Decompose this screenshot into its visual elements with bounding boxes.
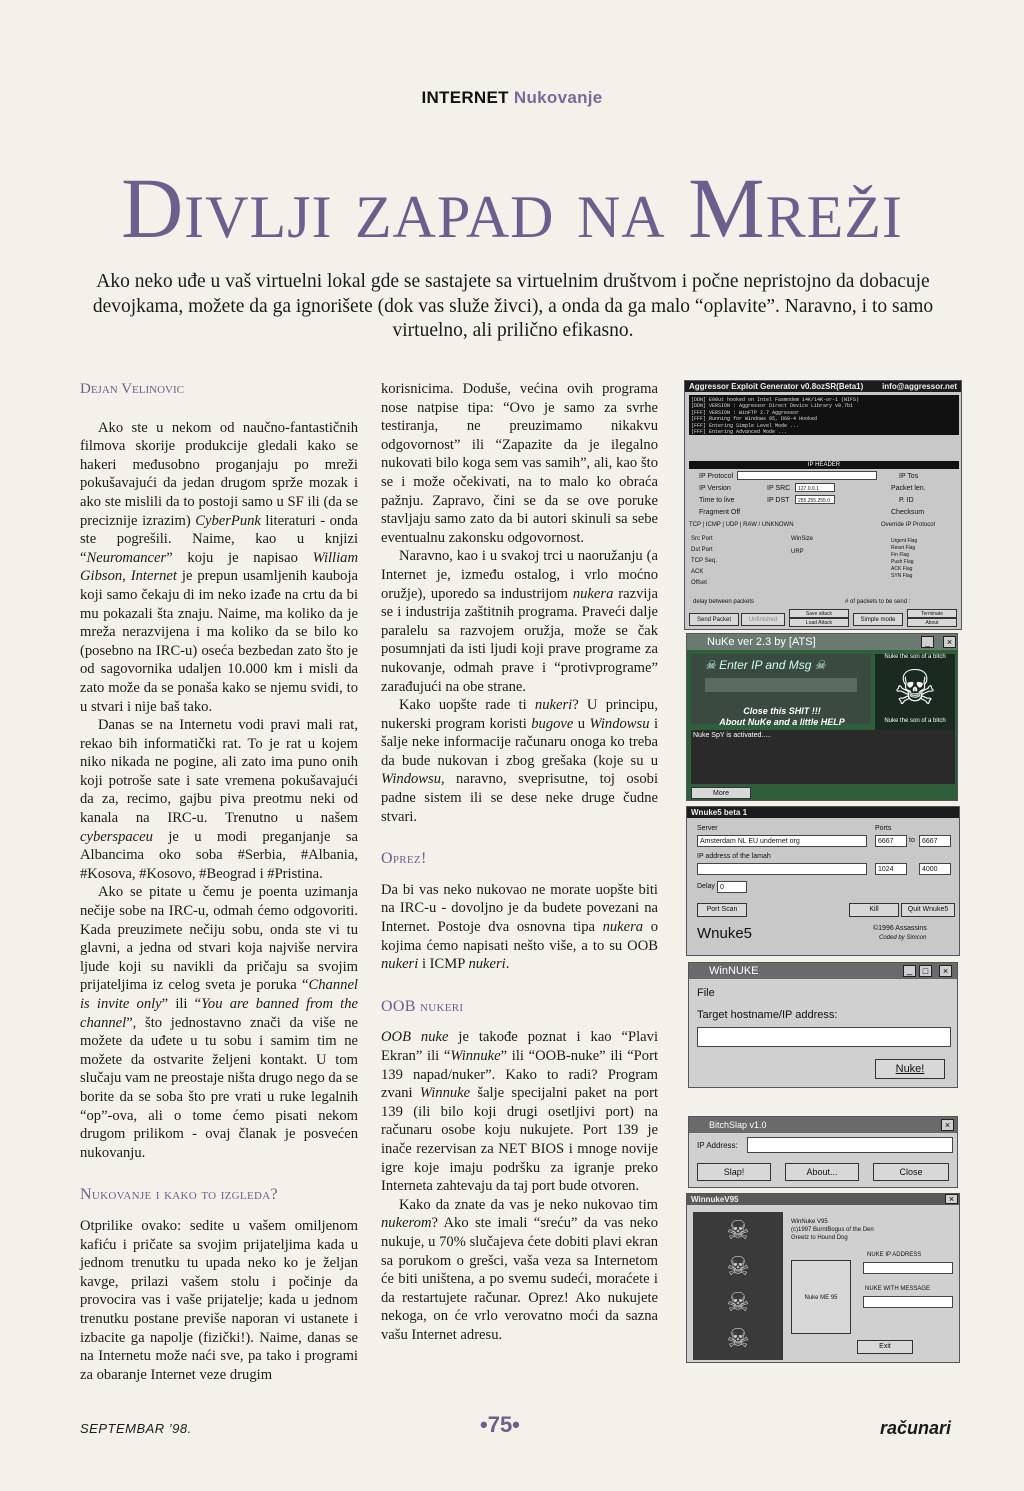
- tcp-label: Dst Port: [691, 547, 713, 553]
- kill-port-to[interactable]: 4000: [919, 863, 951, 875]
- field-label: P. ID: [899, 497, 914, 504]
- section-subname: Nukovanje: [513, 88, 603, 107]
- magazine-name: računari: [880, 1418, 952, 1438]
- kill-button[interactable]: Kill: [849, 903, 899, 917]
- ip-input[interactable]: [747, 1137, 953, 1153]
- window-titlebar: Aggressor Exploit Generator v0.8ozSR(Beta1) info@aggressor.net: [685, 381, 961, 392]
- close-icon[interactable]: ×: [941, 1119, 954, 1131]
- aggressor-window: [684, 380, 962, 630]
- column-2: [381, 380, 658, 1345]
- field-label: IP SRC: [767, 485, 791, 492]
- log-output: [DDN] E00ut hooked on Intel Fasmodem 14K/14K-or-1 (NIFS) [DDN] VERSION : Aggressor Direct Device Library v0.7b1 [FFF] VERSION : WinFTP 2.7 Aggressor [FFF] Running for Windows 95, D60-4 Hooked [FFF] Entering Simple Level Mode ... [FFF] Entering Advanced Mode ...: [689, 395, 959, 435]
- minimize-icon[interactable]: _: [903, 965, 916, 977]
- bitchslap-window: [688, 1116, 958, 1188]
- paragraph: Kako da znate da vas je neko nukovao tim nukerom? Ako ste imali “sreću” da vas neko nukuje, u 70% slučajeva ćete dobiti plavi ekran sa porukom o grešci, vaša veza sa Internetom će biti uništena, a po svemu sudeći, moraćete i da restartujete računar. Oprez! Ako nukujete nekoga, on će vrlo verovatno moći da sazna vašu Internet adresu.: [381, 1196, 658, 1343]
- tcp-label: TCP Seq.: [691, 558, 717, 564]
- skull-icon: ☠: [893, 662, 937, 715]
- unfinished-button[interactable]: Unfinished: [741, 613, 785, 626]
- to-label: to: [909, 837, 915, 844]
- about-button[interactable]: About: [907, 618, 957, 627]
- count-label: # of packets to be send :: [845, 599, 911, 605]
- tcp-label: WinSize: [791, 536, 814, 542]
- target-input[interactable]: [697, 1027, 951, 1047]
- page-number: •75•: [480, 1412, 520, 1437]
- nuke-ip-label: NUKE IP ADDRESS: [867, 1252, 922, 1258]
- skull-icon: ☠: [726, 1215, 750, 1245]
- paragraph: Naravno, kao i u svakoj trci u naoružanju (a Internet je, između ostalog, i vrlo moćno oružje), uporedo sa industrijom nukera razvija se i industrija zaštitnih programa. Praveći dalje paralelu sa razvojem oružja, može se čak posumnjati da isti ljudi koji prave programe za nukovanje, odmah prave i “protivprograme” zarađujući na obe strane.: [381, 548, 658, 695]
- tcp-label: URP: [791, 549, 804, 555]
- ip-input[interactable]: [697, 863, 867, 875]
- section-header: [0, 88, 1024, 108]
- paragraph: Ako se pitate u čemu je poenta uzimanja nečije sobe na IRC-u, odmah ćemo odgovoriti. Kada preuzimete nečiju sobu, onda ste vi tu glavni, a jedna od stvari koja najviše nervira ljude koji su navikli da pričaju sa svojim prijateljima iz celog sveta je poruka “Channel is invite only” ili “You are banned from the channel”, što jednostavno znači da više ne možete da uđete u tu sobu i samim tim ne možete da ostvarite željeni kontakt. U tom slučaju vam ne preostaje ništa drugo nego da se borite da se soba što pre vrati u ruke legalnih “op”-ova, ali o tome ćemo pisati nekom drugom prilikom - ovaj članak je posvećen nukovanju.: [80, 884, 359, 1161]
- delay-label: delay between packets: [693, 599, 755, 605]
- field-label: IP Tos: [899, 473, 919, 480]
- paragraph: Danas se na Internetu vodi pravi mali rat, rekao bih informatički rat. To je rat u kojem niko nikada ne pogine, ali zato ima puno onih koji potroše sate i sate vremena pokušavajući da za, recimo, gajbu piva preotmu neki od kanala na IRC-u. Trenutno u našem cyberspaceu je u modi preganjanje sa Albancima oko soba #Serbia, #Albania, #Kosova, #Kosovo, #Beograd i #Pristina.: [80, 717, 358, 882]
- ip-dst-field[interactable]: 255.255.255.0: [795, 495, 835, 504]
- skull-collage: [693, 1212, 783, 1360]
- about-button[interactable]: About...: [785, 1163, 859, 1181]
- server-label: Server: [697, 825, 718, 832]
- ip-input[interactable]: [705, 678, 857, 692]
- subheading: Nukovanje i kako to izgleda?: [80, 1186, 278, 1204]
- paragraph: Otprilike ovako: sedite u vašem omiljenom kafiću i pričate sa svojim prijateljima kada u jednom trenutku tu upada neko ko je željan kavge, prilazi vašem stolu i počinje da provocira vas i vaše prijatelje; kada u jednom trenutku postane previše naporan vi ustanete i izbacite ga napolje (fizički!). Naime, danas se na Internetu može naći sve, pa tako i programi za obaranje Internet veze drugim: [80, 1217, 358, 1383]
- window-titlebar: NuKe ver 2.3 by [ATS]: [687, 634, 957, 650]
- subheading: Oprez!: [381, 850, 427, 868]
- field-label: Time to live: [699, 497, 735, 504]
- target-label: Target hostname/IP address:: [697, 1009, 838, 1021]
- tcp-label: ACK: [691, 569, 704, 575]
- paragraph: Ako ste u nekom od naučno-fantastičnih filmova skorije produkcije gledali kako se hakeri međusobno proganjaju po mreži pokušavajući da jedan drugom sprže mozak i ako ste mislili da to postoji samo u SF ili (da se preciznije izrazim) CyberPunk literaturi - onda ste pogrešili. Naime, kao u knjizi “Neuromancer” koju je napisao William Gibson, Internet je prepun usamljenih kauboja koji samo čekaju di im neko izađe na crtu da bi mu pokazali šta znaju. Naime, ma koliko da je mreža nerazvijena i ma koliko da se bilo ko (posebno na IRC-u) oseća bezbedan zato što je od sagovornika udaljen 10.000 km i misli da zato može da se ponaša kako se njemu svidi, to u stvari i nije baš tako.: [80, 419, 359, 715]
- delay-input[interactable]: 0: [717, 881, 747, 893]
- wnuke5-window: [686, 806, 960, 956]
- column-1: [80, 380, 358, 1384]
- send-packet-button[interactable]: Send Packet: [689, 613, 739, 626]
- field-label: Fragment Off: [699, 509, 741, 516]
- close-button[interactable]: Close: [873, 1163, 949, 1181]
- wnuke-brand: Wnuke5: [697, 925, 753, 942]
- load-attack-button[interactable]: Load Attack: [789, 618, 849, 627]
- footer-date: SEPTEMBAR ’98.: [80, 1421, 192, 1436]
- simple-mode-button[interactable]: Simple mode: [853, 613, 903, 626]
- field-label: IP Protocol: [699, 473, 734, 480]
- port-scan-button[interactable]: Port Scan: [697, 903, 747, 917]
- nuke-help-links[interactable]: Close this SHIT !!! About NuKe and a little HELP: [719, 706, 845, 727]
- window-titlebar: WinnukeV95: [687, 1194, 959, 1205]
- delay-label: Delay: [697, 883, 715, 890]
- skull-icon: ☠: [814, 658, 826, 672]
- quit-button[interactable]: Quit Wnuke5: [901, 903, 955, 917]
- window-titlebar: BitchSlap v1.0: [689, 1117, 957, 1133]
- tcp-label: Src Port: [691, 536, 713, 542]
- nuke-me-button[interactable]: Nuke ME 95: [791, 1260, 851, 1334]
- enter-ip-panel: ☠ Enter IP and Msg ☠: [691, 654, 871, 724]
- close-icon[interactable]: ×: [939, 965, 952, 977]
- ip-src-field[interactable]: 127.0.0.1: [795, 483, 835, 492]
- skull-icon: ☠: [705, 658, 716, 672]
- wnuke-copyright: ©1996 Assassins: [873, 925, 927, 932]
- skull-icon: ☠: [726, 1287, 750, 1317]
- override-checkbox[interactable]: Override IP Protocol: [881, 522, 935, 528]
- close-icon[interactable]: ×: [943, 636, 956, 648]
- skull-icon: ☠: [726, 1323, 750, 1353]
- file-menu[interactable]: File: [697, 987, 715, 999]
- skull-icon: ☠: [726, 1251, 750, 1281]
- author-name: Dejan Velinovic: [80, 381, 184, 397]
- section-name: INTERNET: [421, 88, 509, 107]
- winnukev95-window: [686, 1193, 960, 1363]
- port-to-input[interactable]: 6667: [919, 835, 951, 847]
- maximize-icon[interactable]: □: [919, 965, 932, 977]
- nuke-message-label: NUKE WITH MESSAGE: [865, 1286, 931, 1292]
- paragraph: korisnicima. Doduše, većina ovih programa nose natpise tipa: “Ovo je samo za svrhe testiranja, ne preuzimamo nikakvu odgovornost” ili “Zapazite da je ilegalno nukovati bilo koga sem vas samih”, ali, kao što se i može očekivati, na to malo ko obraća pažnju. Zapravo, čini se da se ove poruke stavljaju samo zato da bi autori skinuli sa sebe eventualnu zakonsku odgovornost.: [381, 381, 658, 546]
- more-button[interactable]: More: [691, 787, 751, 799]
- kill-port-from[interactable]: 1024: [875, 863, 907, 875]
- nuke-button[interactable]: Nuke!: [875, 1059, 945, 1079]
- paragraph: Da bi vas neko nukovao ne morate uopšte biti na IRC-u - dovoljno je da budete povezani na Internet. Postoje dva osnovna tipa nukera o kojima ćemo napisati nešto više, a to su OOB nukeri i ICMP nukeri.: [381, 881, 658, 973]
- wnuke-coded-by: Coded by Simcon: [879, 935, 927, 941]
- field-label: IP DST: [767, 497, 790, 504]
- ip-label: IP Address:: [697, 1141, 738, 1150]
- ip-label: IP address of the lamah: [697, 853, 771, 860]
- slap-button[interactable]: Slap!: [697, 1163, 771, 1181]
- ip-protocol-field[interactable]: [737, 471, 877, 480]
- field-label: Packet len.: [891, 485, 926, 492]
- terminate-button[interactable]: Terminate: [907, 609, 957, 618]
- article-lead: Ako neko uđe u vaš virtuelni lokal gde se sastajete sa virtuelnim društvom i počne nepristojno da dobacuje devojkama, možete da ga ignorišete (dok vas služe živci), a onda da ga malo “oplavite”. Naravno, i to samo virtuelno, ali prilično efikasno.: [92, 271, 934, 341]
- tcp-label: Offset: [691, 580, 707, 586]
- protocol-tabs[interactable]: TCP | ICMP | UDP | RAW / UNKNOWN: [689, 522, 794, 528]
- v95-info: WinNuke V95 (c)1997 BurntBogus of the Den Greetz to Hound Dog: [791, 1219, 874, 1241]
- subheading: OOB nukeri: [381, 997, 464, 1015]
- skull-panel: Nuke the son of a bitch ☠ Nuke the son of a bitch: [875, 654, 955, 734]
- ip-header-bar: IP HEADER: [689, 461, 959, 469]
- window-titlebar: Wnuke5 beta 1: [687, 807, 959, 818]
- save-attack-button[interactable]: Save attack: [789, 609, 849, 618]
- winnuke-window: [688, 962, 958, 1088]
- spy-console: Nuke SpY is activated.....: [691, 730, 955, 784]
- ports-label: Ports: [875, 825, 892, 832]
- nuke-window: [686, 633, 958, 801]
- exit-button[interactable]: Exit: [857, 1340, 913, 1354]
- flags-list[interactable]: Urgent Flag Reset Flag Fin Flag Push Flag ACK Flag SYN Flag: [891, 538, 918, 579]
- window-titlebar: WinNUKE: [689, 963, 957, 979]
- paragraph: OOB nuke je takođe poznat i kao “Plavi Ekran” ili “Winnuke” ili “OOB-nuke” ili “Port 139 napad/nuker”. Kako to radi? Program zvani Winnuke šalje specijalni paket na port 139 (ili bilo koji drugi osetljivi port) na računaru osobe koju nukujete. Port 139 je inače rezervisan za NET BIOS i mnoge novije igre koje imaju podršku za igranje preko Interneta zahtevaju da taj port bude otvoren.: [381, 1029, 659, 1195]
- article-title: Divlji zapad na Mreži: [121, 160, 903, 256]
- field-label: Checksum: [891, 509, 925, 516]
- close-icon[interactable]: ×: [945, 1194, 958, 1204]
- nuke-message-input[interactable]: [863, 1296, 953, 1308]
- field-label: IP Version: [699, 485, 731, 492]
- minimize-icon[interactable]: _: [921, 636, 934, 648]
- port-from-input[interactable]: 6667: [875, 835, 907, 847]
- paragraph: Kako uopšte rade ti nukeri? U principu, nukerski program koristi bugove u Windowsu i šalje neke informacije računaru onoga ko treba da bude nukovan i zbog grešaka (koje su u Windowsu, naravno, sveprisutne, toj osobi padne sistem ili se dese neke druge čudne stvari.: [381, 697, 658, 825]
- nuke-ip-input[interactable]: [863, 1262, 953, 1274]
- server-input[interactable]: Amsterdam NL EU undernet org: [697, 835, 867, 847]
